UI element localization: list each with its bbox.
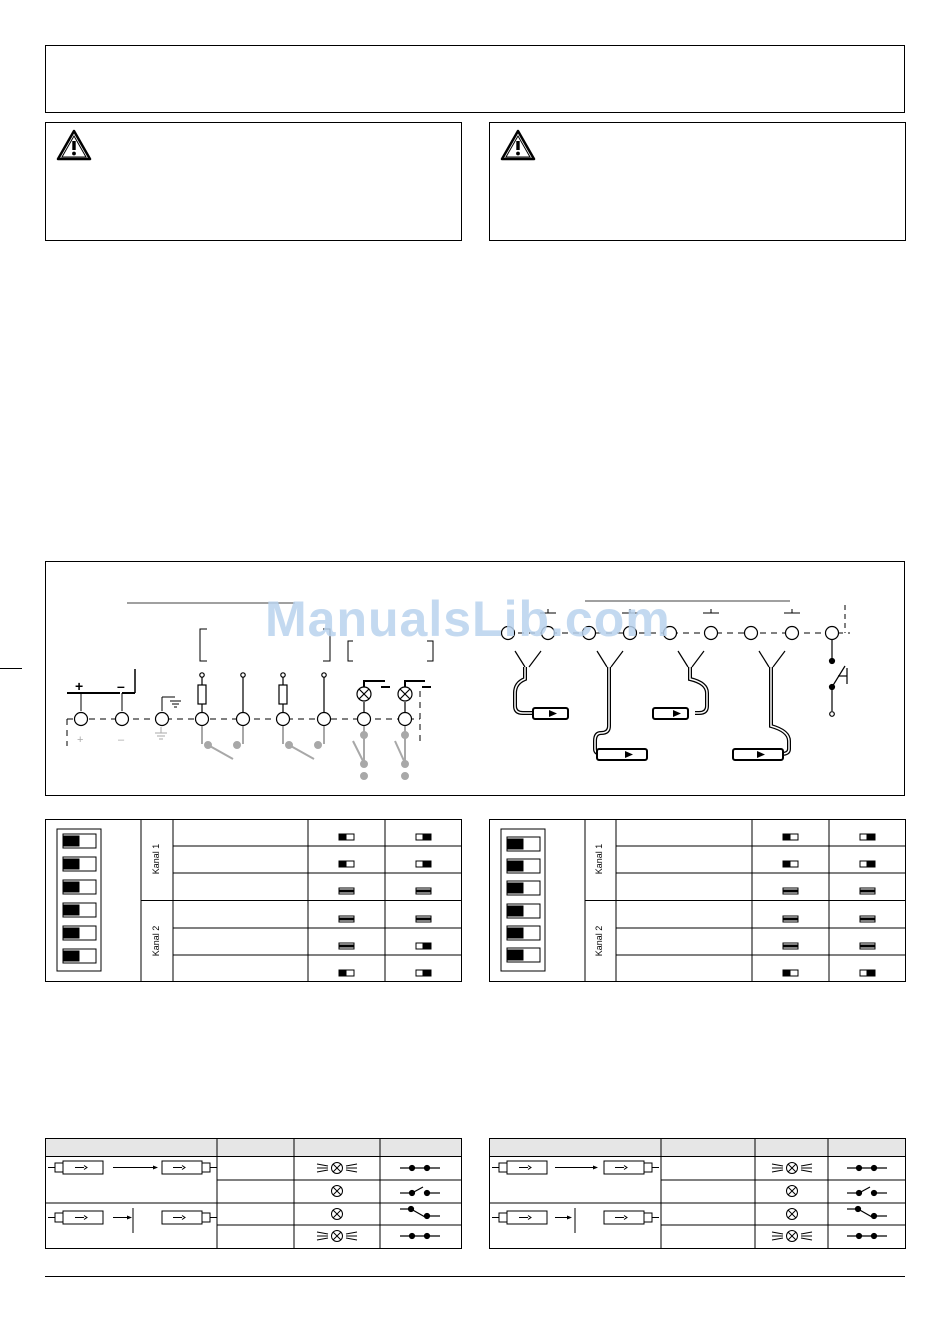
fiber-sensor-icon — [533, 708, 783, 760]
power-plus-grey-label: + — [77, 734, 84, 746]
kanal-1-label: Kanal 1 — [151, 843, 161, 875]
power-minus-label: – — [117, 678, 125, 694]
header-box — [45, 45, 905, 113]
emitter-icon — [492, 1161, 547, 1174]
kanal-1-label: Kanal 1 — [594, 843, 604, 875]
footer-rule — [45, 1276, 905, 1277]
warning-box-right — [489, 122, 906, 241]
function-table-left — [45, 1138, 463, 1250]
dip-table-right — [489, 819, 907, 983]
warning-triangle-icon — [500, 129, 536, 161]
kanal-2-label: Kanal 2 — [594, 925, 604, 957]
dip-switch-icon — [57, 829, 101, 971]
power-plus-label: + — [75, 678, 84, 694]
warning-box-left — [45, 122, 462, 241]
warning-triangle-icon — [56, 129, 92, 161]
margin-mark — [0, 668, 22, 669]
emitter-icon — [48, 1161, 103, 1174]
receiver-icon — [162, 1161, 217, 1174]
watermark: ManualsLib.com — [265, 591, 671, 647]
kanal-2-label: Kanal 2 — [151, 925, 161, 957]
dip-table-left — [45, 819, 463, 983]
power-minus-grey-label: – — [118, 734, 125, 746]
receiver-icon — [604, 1161, 659, 1174]
function-table-right — [489, 1138, 907, 1250]
dip-switch-icon — [501, 829, 545, 971]
